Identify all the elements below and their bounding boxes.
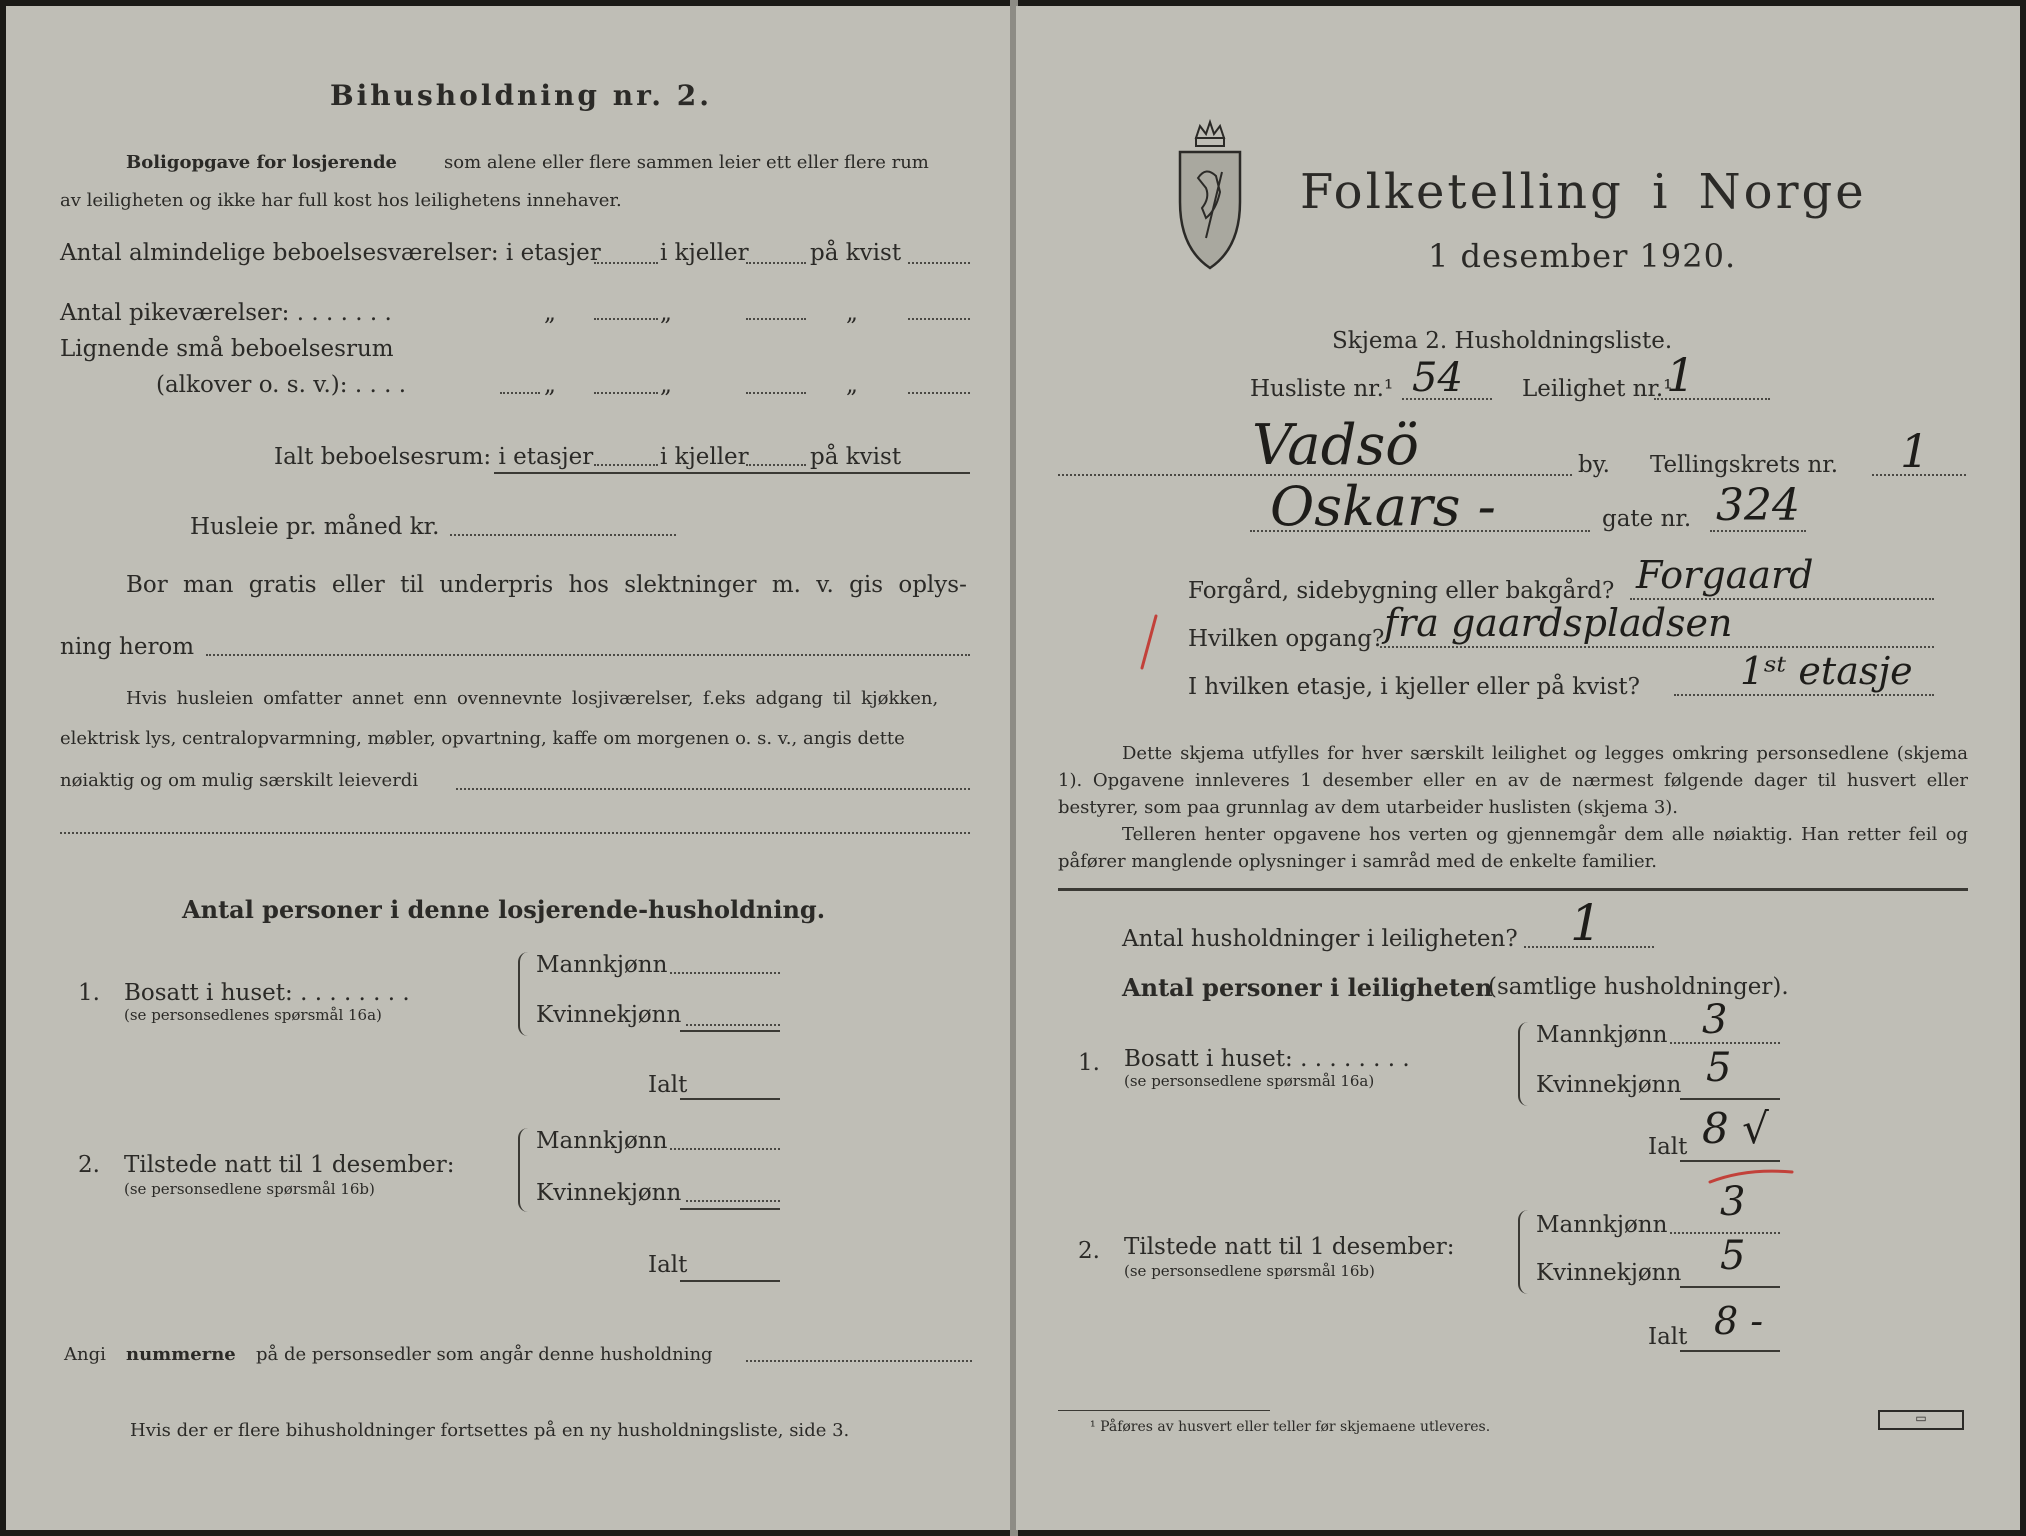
free-text-line1: Bor man gratis eller til underpris hos slektninger m. v. gis oplys- — [126, 572, 967, 598]
angi-pre: Angi — [64, 1344, 106, 1365]
left-q2-ialt-rule — [680, 1280, 780, 1282]
left-q1-kvinne-line — [686, 1024, 780, 1026]
gate-line — [1710, 530, 1806, 532]
rent-line — [450, 534, 676, 536]
right-q1-ialt-rule — [1680, 1160, 1780, 1162]
ialt-rooms-label: Ialt beboelsesrum: i etasjer — [274, 444, 594, 470]
etasje-label: I hvilken etasje, i kjeller eller på kvist? — [1188, 674, 1640, 700]
angi-bold: nummerne — [126, 1344, 236, 1365]
info-paragraph-1: Dette skjema utfylles for hver særskilt leilighet og legges omkring personsedlene (skjema 1). Opgavene innleveres 1 desember eller en av de nærmest følgende dager til husvert eller bestyrer, som paa grunnlag av dem utarbeider huslisten (skjema 3). — [1058, 743, 1968, 818]
opgang-value: fra gaardspladsen — [1384, 601, 1733, 645]
left-page — [6, 6, 1011, 1530]
small-ditto-3: „ — [846, 372, 858, 398]
opgang-label: Hvilken opgang? — [1188, 626, 1385, 652]
husliste-value: 54 — [1412, 355, 1463, 401]
angi-line — [746, 1360, 972, 1362]
right-q2-sub: (se personsedlene spørsmål 16b) — [1124, 1262, 1375, 1280]
free-text-line — [206, 654, 970, 656]
left-q2-sum-rule — [680, 1208, 780, 1210]
left-q1-label: Bosatt i huset: . . . . . . . . — [124, 980, 410, 1006]
pike-ditto-3: „ — [846, 300, 858, 326]
right-q1-num: 1. — [1078, 1050, 1100, 1076]
right-q1-ialt-value: 8 √ — [1702, 1104, 1769, 1153]
left-footer: Hvis der er flere bihusholdninger fortsettes på en ny husholdningsliste, side 3. — [130, 1420, 850, 1441]
pike-line-3 — [908, 318, 970, 320]
right-q1-label: Bosatt i huset: . . . . . . . . — [1124, 1046, 1410, 1072]
pike-ditto-1: „ — [544, 300, 556, 326]
printer-stamp: ▭ — [1878, 1410, 1964, 1430]
persons-heading-right: Antal personer i leiligheten — [1122, 973, 1493, 1002]
right-q2-ialt-label: Ialt — [1648, 1324, 1688, 1350]
pike-label: Antal pikeværelser: . . . . . . . — [60, 300, 392, 326]
forgard-label: Forgård, sidebygning eller bakgård? — [1188, 578, 1615, 604]
left-q2-kvinne-line — [686, 1200, 780, 1202]
rooms-etasjer-line — [594, 262, 658, 264]
bihusholdning-title: Bihusholdning nr. 2. — [330, 79, 712, 112]
town-value: Vadsö — [1252, 413, 1419, 478]
husliste-label: Husliste nr.¹ — [1250, 376, 1394, 402]
small-line-0 — [500, 392, 540, 394]
rooms-kvist-label: på kvist — [810, 240, 902, 266]
right-q1-kvinne-label: Kvinnekjønn — [1536, 1072, 1682, 1098]
street-line — [1250, 530, 1590, 532]
left-q2-mann-label: Mannkjønn — [536, 1128, 668, 1154]
forgard-line — [1630, 598, 1934, 600]
census-date: 1 desember 1920. — [1428, 237, 1737, 275]
rooms-label: Antal almindelige beboelsesværelser: i etasjer — [60, 240, 601, 266]
right-q2-mann-label: Mannkjønn — [1536, 1212, 1668, 1238]
footnote-text: ¹ Påføres av husvert eller teller før skjemaene utleveres. — [1090, 1419, 1491, 1435]
etasje-line — [1674, 694, 1934, 696]
info-paragraph-2: Telleren henter opgavene hos verten og gjennemgår dem alle nøiaktig. Han retter feil og påfører manglende oplysninger i samråd med de enkelte familier. — [1058, 824, 1968, 872]
left-q2-num: 2. — [78, 1152, 100, 1178]
gate-value: 324 — [1716, 480, 1800, 531]
opgang-line — [1380, 646, 1934, 648]
small-line-1 — [594, 392, 658, 394]
by-label: by. — [1578, 452, 1610, 478]
includes-text-line1: Hvis husleien omfatter annet enn ovennevnte losjiværelser, f.eks adgang til kjøkken, — [126, 688, 939, 709]
free-text-line2: ning herom — [60, 634, 195, 660]
ialt-kvist-label: på kvist — [810, 444, 902, 470]
right-q2-sum-rule — [1680, 1286, 1780, 1288]
small-ditto-1: „ — [544, 372, 556, 398]
ialt-rooms-line-1 — [594, 464, 658, 466]
includes-line-1 — [456, 788, 970, 790]
small-ditto-2: „ — [660, 372, 672, 398]
footnote-rule — [1058, 1410, 1270, 1411]
right-q2-num: 2. — [1078, 1238, 1100, 1264]
left-q1-brace — [518, 952, 532, 1036]
left-q2-kvinne-label: Kvinnekjønn — [536, 1180, 682, 1206]
left-q2-brace — [518, 1128, 532, 1212]
rooms-kjeller-line — [746, 262, 806, 264]
angi-rest: på de personsedler som angår denne husholdning — [256, 1344, 713, 1365]
husliste-line — [1402, 398, 1492, 400]
right-q2-kvinne-label: Kvinnekjønn — [1536, 1260, 1682, 1286]
small-rooms-label: Lignende små beboelsesrum — [60, 336, 394, 362]
pike-ditto-2: „ — [660, 300, 672, 326]
census-title: Folketelling i Norge — [1300, 164, 1867, 220]
right-q2-brace — [1518, 1210, 1532, 1294]
left-q2-sub: (se personsedlene spørsmål 16b) — [124, 1180, 375, 1198]
right-q1-sum-rule — [1680, 1098, 1780, 1100]
households-label: Antal husholdninger i leiligheten? — [1122, 926, 1518, 952]
intro-text-line1: som alene eller flere sammen leier ett eller flere rum — [444, 152, 929, 173]
households-value: 1 — [1570, 894, 1602, 952]
small-rooms-sub: (alkover o. s. v.): . . . . — [156, 372, 407, 398]
left-q1-sub: (se personsedlenes spørsmål 16a) — [124, 1006, 382, 1024]
leilighet-line — [1654, 398, 1770, 400]
rent-label: Husleie pr. måned kr. — [190, 514, 440, 540]
right-q1-ialt-label: Ialt — [1648, 1134, 1688, 1160]
includes-text-line2: elektrisk lys, centralopvarmning, møbler, opvartning, kaffe om morgenen o. s. v., angis dette — [60, 728, 905, 749]
small-line-2 — [746, 392, 806, 394]
households-line — [1524, 946, 1654, 948]
coat-of-arms-icon — [1176, 118, 1244, 272]
pike-line-1 — [594, 318, 658, 320]
right-q2-mann-value: 3 — [1720, 1179, 1746, 1225]
ialt-rooms-line-2 — [746, 464, 806, 466]
right-q1-sub: (se personsedlene spørsmål 16a) — [1124, 1072, 1375, 1090]
right-q1-kvinne-value: 5 — [1706, 1045, 1732, 1091]
right-q2-kvinne-value: 5 — [1720, 1233, 1746, 1279]
leilighet-value: 1 — [1666, 348, 1696, 402]
right-q2-ialt-value: 8 - — [1714, 1299, 1764, 1343]
krets-label: Tellingskrets nr. — [1650, 452, 1839, 478]
right-q2-ialt-rule — [1680, 1350, 1780, 1352]
krets-value: 1 — [1900, 424, 1930, 478]
right-q1-mann-value: 3 — [1702, 997, 1728, 1043]
includes-text-line3: nøiaktig og om mulig særskilt leieverdi — [60, 770, 419, 791]
rooms-kvist-line — [908, 262, 970, 264]
gate-label: gate nr. — [1602, 506, 1692, 532]
rooms-kjeller-label: i kjeller — [660, 240, 749, 266]
schema-label: Skjema 2. Husholdningsliste. — [1332, 328, 1673, 354]
left-q2-label: Tilstede natt til 1 desember: — [124, 1152, 455, 1178]
leilighet-label: Leilighet nr.¹ — [1522, 376, 1673, 402]
left-q1-kvinne-label: Kvinnekjønn — [536, 1002, 682, 1028]
left-q1-ialt-rule — [680, 1098, 780, 1100]
right-q1-mann-line — [1670, 1042, 1780, 1044]
right-q1-mann-label: Mannkjønn — [1536, 1022, 1668, 1048]
left-q1-sum-rule — [680, 1030, 780, 1032]
right-q1-brace — [1518, 1022, 1532, 1106]
red-pencil-mark-icon — [1136, 612, 1160, 672]
includes-line-2 — [60, 832, 970, 834]
krets-line — [1872, 474, 1966, 476]
persons-heading-left: Antal personer i denne losjerende-husholdning. — [182, 895, 826, 924]
forgard-value: Forgaard — [1636, 553, 1814, 597]
left-q1-mann-line — [670, 972, 780, 974]
left-q2-mann-line — [670, 1148, 780, 1150]
right-q2-label: Tilstede natt til 1 desember: — [1124, 1234, 1455, 1260]
left-q2-ialt-label: Ialt — [648, 1252, 688, 1278]
intro-text-line2: av leiligheten og ikke har full kost hos leilighetens innehaver. — [60, 190, 622, 211]
small-line-3 — [908, 392, 970, 394]
etasje-value: 1ˢᵗ etasje — [1740, 649, 1913, 693]
ialt-kjeller-label: i kjeller — [660, 444, 749, 470]
intro-bold-text: Boligopgave for losjerende — [126, 152, 398, 173]
persons-heading-right-rest: (samtlige husholdninger). — [1488, 974, 1789, 1000]
left-q1-num: 1. — [78, 980, 100, 1006]
left-q1-mann-label: Mannkjønn — [536, 952, 668, 978]
info-divider — [1058, 888, 1968, 891]
left-q1-ialt-label: Ialt — [648, 1072, 688, 1098]
pike-line-2 — [746, 318, 806, 320]
ialt-rooms-rule — [494, 472, 970, 474]
street-value: Oskars - — [1270, 475, 1496, 538]
